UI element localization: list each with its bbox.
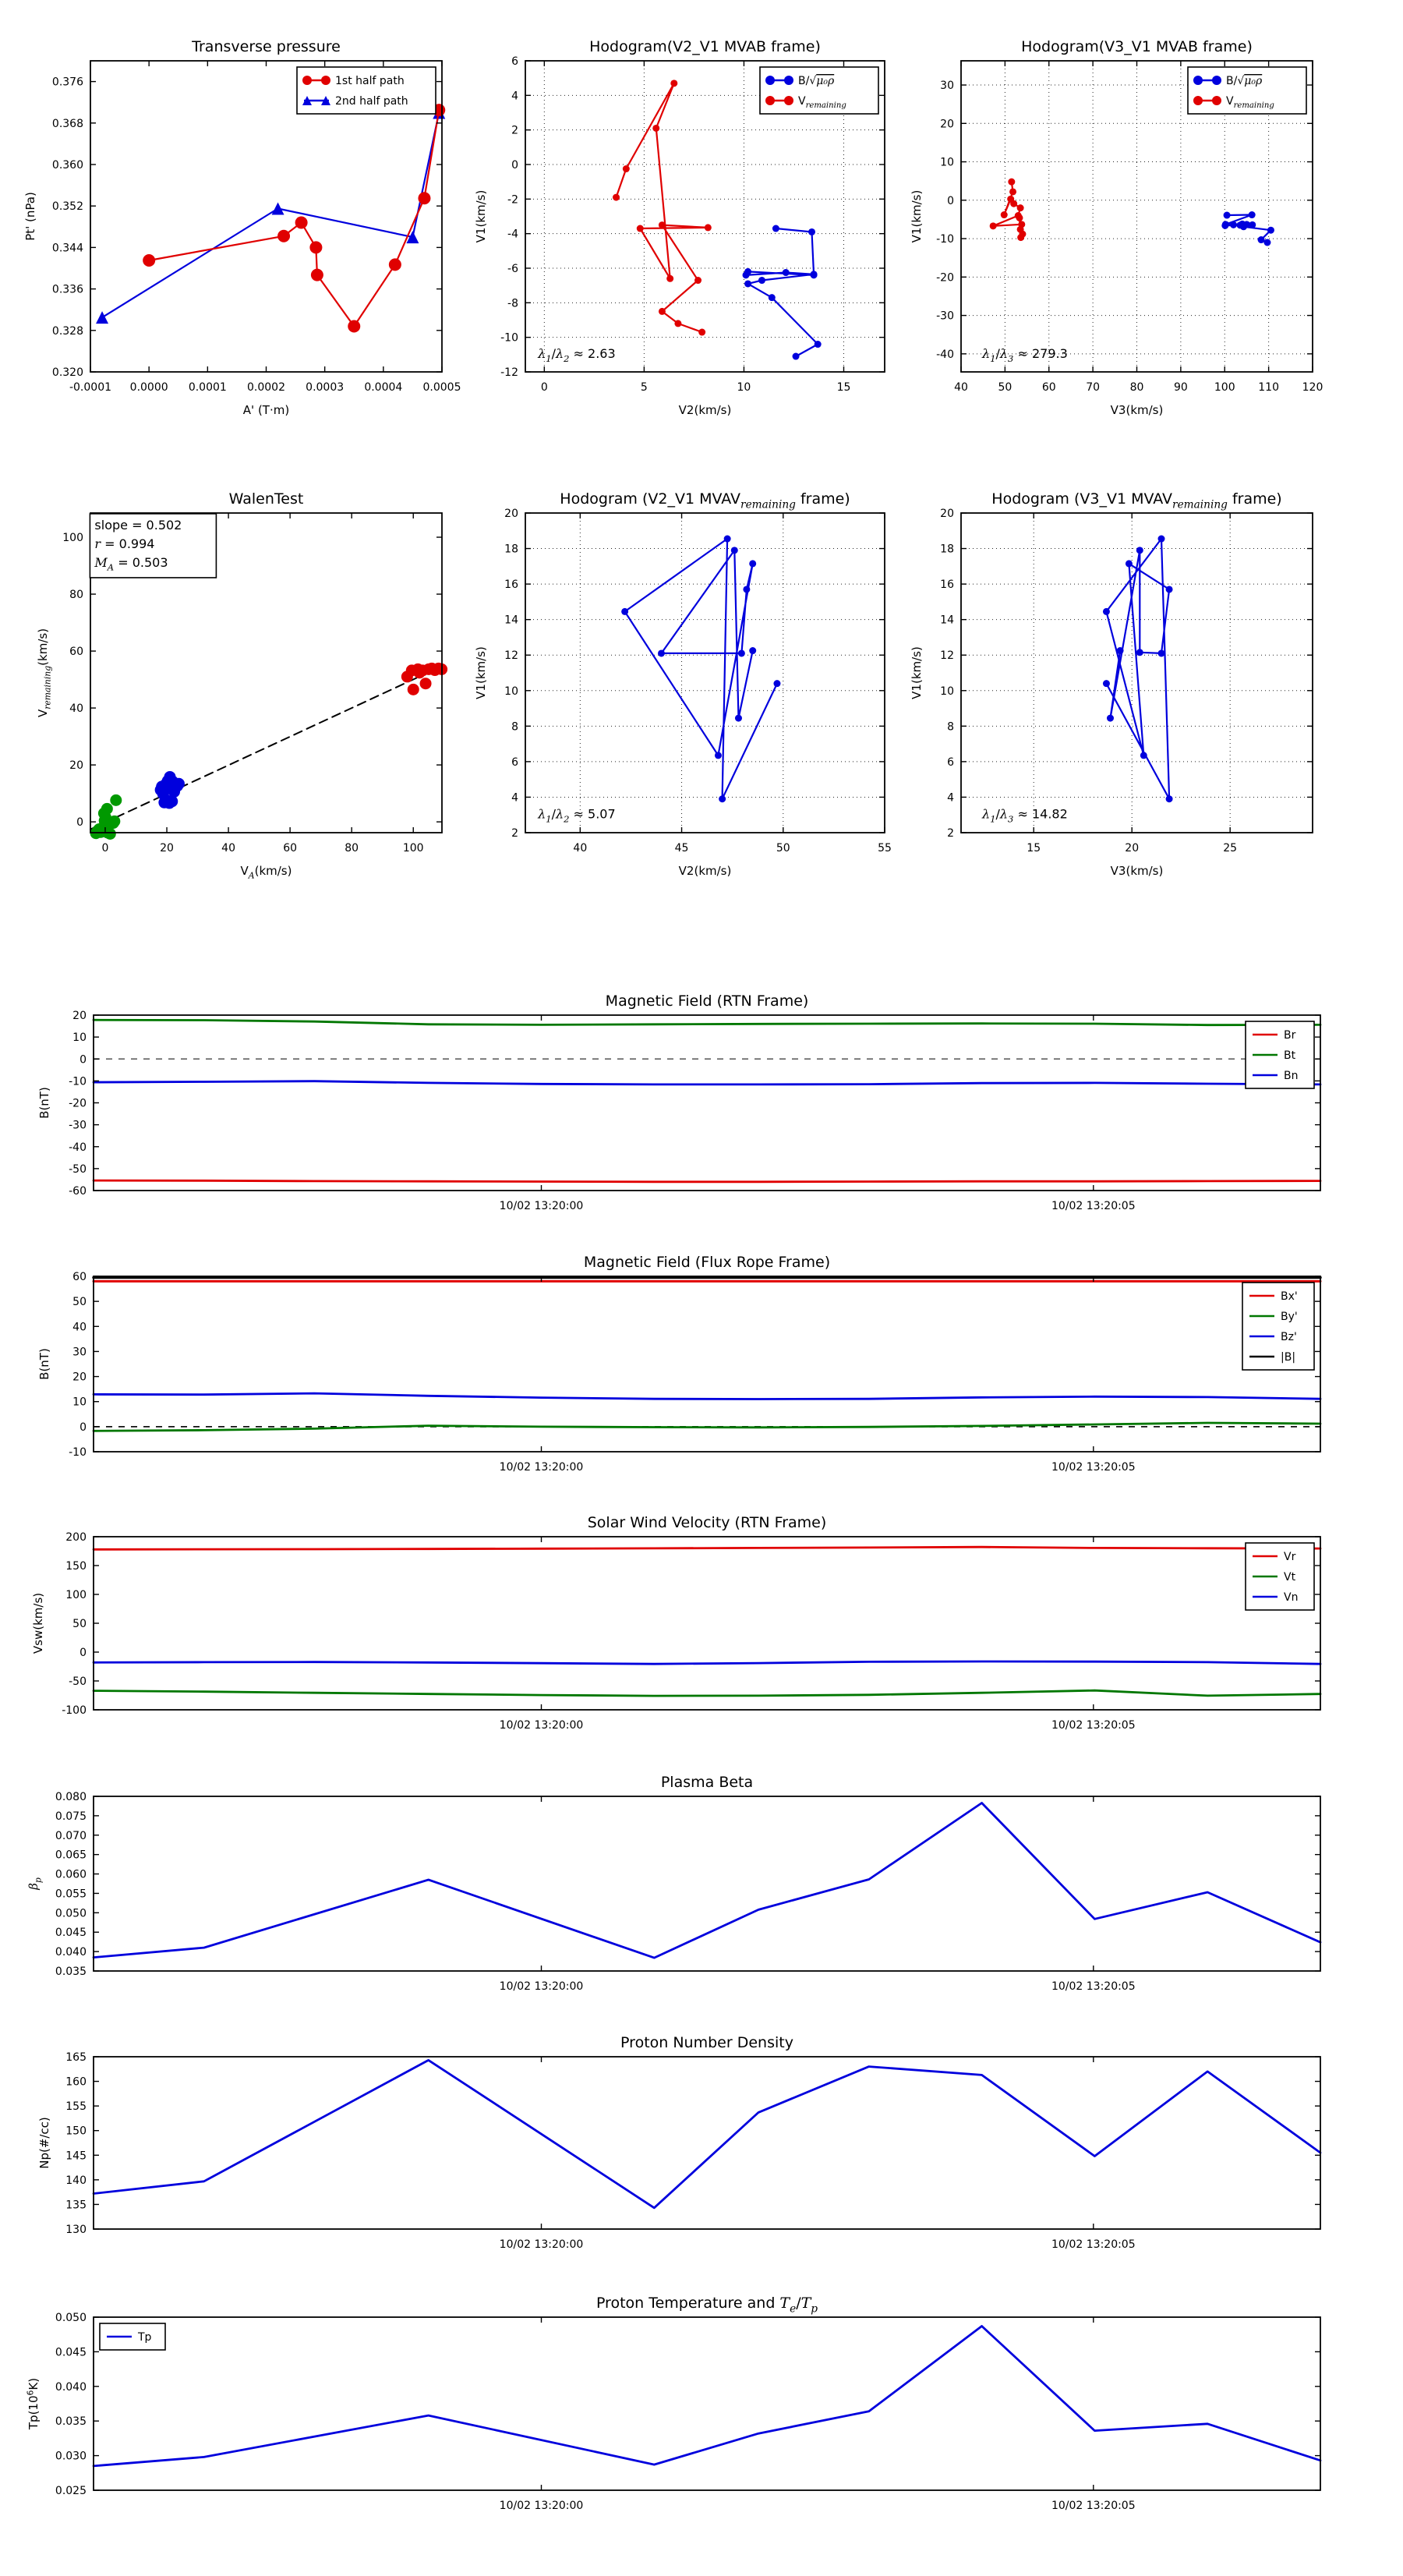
- walen-test-plot-xtick: 100: [402, 842, 424, 855]
- magnetic-field-rtn-plot-ytick: 0: [80, 1053, 87, 1067]
- hodogram-v2v1-mvab-plot-xlabel: V2(km/s): [678, 403, 732, 417]
- transverse-pressure-plot-ytick: 0.328: [51, 324, 83, 338]
- hodogram-v3v1-mvab-plot-ytick: -20: [936, 271, 954, 285]
- magnetic-field-rtn-plot-ytick: 10: [72, 1031, 87, 1045]
- magnetic-field-flux-rope-plot-legend-label: By': [1281, 1311, 1298, 1323]
- hodogram-v2v1-mvav-plot-ytick: 18: [504, 543, 518, 556]
- proton-temperature-plot-ytick: 0.030: [55, 2450, 87, 2463]
- proton-temperature-plot-ytick: 0.035: [55, 2415, 87, 2429]
- plasma-beta-plot-ytick: 0.045: [55, 1927, 87, 1940]
- transverse-pressure-plot: [23, 38, 461, 417]
- plasma-beta-plot-ytick: 0.065: [55, 1849, 87, 1862]
- hodogram-v2v1-mvav-plot-title: Hodogram (V2_V1 $MVAV_{remaining}$ frame): [560, 490, 850, 511]
- hodogram-v2v1-mvab-plot-ytick: -4: [507, 228, 518, 241]
- transverse-pressure-plot-xtick: 0.0000: [129, 381, 168, 394]
- magnetic-field-rtn-plot-series-Br: [94, 1180, 1320, 1182]
- magnetic-field-rtn-plot-ytick: -50: [69, 1162, 87, 1176]
- hodogram-v2v1-mvab-plot-ytick: 2: [511, 124, 518, 137]
- hodogram-v2v1-mvab-plot-xtick: 15: [836, 381, 851, 394]
- proton-number-density-plot-ytick: 160: [65, 2075, 87, 2089]
- transverse-pressure-plot-ytick: 0.360: [51, 159, 83, 172]
- proton-temperature-plot-legend-label: Tp: [138, 2331, 152, 2344]
- magnetic-field-flux-rope-plot-ytick: 0: [80, 1421, 87, 1434]
- transverse-pressure-plot-legend-label: 2nd half path: [335, 95, 408, 108]
- transverse-pressure-plot-title: Transverse pressure: [192, 38, 341, 55]
- hodogram-v2v1-mvav-plot-xtick: 40: [573, 842, 588, 855]
- hodogram-v3v1-mvav-plot-ytick: 18: [940, 543, 954, 556]
- walen-test-plot-ytick: 80: [69, 589, 83, 602]
- solar-wind-velocity-plot: [31, 1514, 1320, 1732]
- hodogram-v2v1-mvav-plot: [474, 490, 892, 878]
- hodogram-v3v1-mvav-plot-xlabel: V3(km/s): [1110, 864, 1164, 878]
- hodogram-v2v1-mvab-plot-xtick: 10: [737, 381, 751, 394]
- plasma-beta-plot-ytick: 0.080: [55, 1791, 87, 1803]
- plasma-beta-plot-ytick: 0.060: [55, 1868, 87, 1881]
- hodogram-v3v1-mvav-plot-ytick: 12: [940, 649, 954, 663]
- transverse-pressure-plot-xlabel: A' (T·m): [242, 403, 290, 417]
- hodogram-v2v1-mvab-plot-legend-label: B/√μ₀ρ: [798, 75, 835, 87]
- hodogram-v3v1-mvab-plot-ylabel: V1(km/s): [910, 189, 924, 243]
- transverse-pressure-plot-series-1st half path: [149, 110, 439, 326]
- magnetic-field-rtn-plot-legend-label: Br: [1284, 1029, 1296, 1042]
- solar-wind-velocity-plot-ytick: 50: [72, 1618, 87, 1630]
- solar-wind-velocity-plot-ylabel: Vsw(km/s): [31, 1592, 45, 1654]
- solar-wind-velocity-plot-legend-label: Vt: [1284, 1571, 1296, 1583]
- hodogram-v3v1-mvab-plot-ytick: 30: [940, 80, 954, 93]
- proton-temperature-plot: [25, 2295, 1320, 2512]
- magnetic-field-rtn-plot-series-Bn: [94, 1081, 1320, 1085]
- hodogram-v2v1-mvav-plot-ylabel: V1(km/s): [474, 646, 488, 699]
- hodogram-v3v1-mvav-plot-ytick: 4: [947, 791, 954, 805]
- solar-wind-velocity-plot-series-Vr: [94, 1547, 1320, 1549]
- hodogram-v3v1-mvav-plot: [910, 490, 1313, 878]
- walen-test-plot-xtick: 20: [160, 842, 174, 855]
- solar-wind-velocity-plot-ytick: 0: [80, 1647, 87, 1659]
- solar-wind-velocity-plot-legend-label: Vr: [1284, 1551, 1296, 1563]
- solar-wind-velocity-plot-ytick: 100: [65, 1589, 87, 1601]
- hodogram-v3v1-mvab-plot-title: Hodogram(V3_V1 MVAB frame): [1021, 38, 1253, 55]
- hodogram-v3v1-mvab-plot-legend-label: $V_{remaining}$: [1226, 95, 1274, 111]
- transverse-pressure-plot-xtick: -0.0001: [69, 381, 112, 394]
- magnetic-field-rtn-plot-ytick: -60: [69, 1185, 87, 1198]
- plasma-beta-plot-series-beta_p: [94, 1803, 1320, 1959]
- walen-test-plot-xlabel: $V_A(km/s)$: [240, 864, 292, 881]
- hodogram-v2v1-mvab-plot-ytick: -6: [507, 263, 518, 275]
- proton-temperature-plot-ytick: 0.045: [55, 2346, 87, 2359]
- hodogram-v3v1-mvab-plot-xtick: 90: [1173, 381, 1188, 394]
- hodogram-v3v1-mvab-plot-xtick: 80: [1129, 381, 1144, 394]
- transverse-pressure-plot-ytick: 0.352: [51, 200, 83, 214]
- proton-number-density-plot-ytick: 135: [65, 2199, 87, 2212]
- solar-wind-velocity-plot-title: Solar Wind Velocity (RTN Frame): [587, 1514, 827, 1531]
- proton-number-density-plot: [37, 2034, 1320, 2251]
- proton-number-density-plot-ylabel: Np(#/cc): [37, 2117, 51, 2169]
- magnetic-field-rtn-plot-title: Magnetic Field (RTN Frame): [605, 993, 809, 1010]
- solar-wind-velocity-plot-xtick: 10/02 13:20:05: [1051, 1719, 1136, 1732]
- hodogram-v2v1-mvab-plot-xtick: 5: [640, 381, 648, 394]
- hodogram-v2v1-mvav-plot-ytick: 8: [511, 720, 518, 734]
- hodogram-v3v1-mvav-plot-ytick: 20: [940, 508, 954, 520]
- hodogram-v2v1-mvab-plot-ytick: 6: [511, 55, 518, 68]
- magnetic-field-flux-rope-plot-xtick: 10/02 13:20:05: [1051, 1461, 1136, 1474]
- hodogram-v3v1-mvav-plot-ytick: 2: [947, 827, 954, 840]
- transverse-pressure-plot-xtick: 0.0002: [247, 381, 285, 394]
- hodogram-v3v1-mvav-plot-ylabel: V1(km/s): [910, 646, 924, 699]
- proton-temperature-plot-xtick: 10/02 13:20:05: [1051, 2500, 1136, 2512]
- hodogram-v2v1-mvab-plot-ytick: -12: [500, 366, 518, 379]
- hodogram-v2v1-mvav-plot-ytick: 12: [504, 649, 518, 663]
- proton-number-density-plot-ytick: 150: [65, 2125, 87, 2138]
- hodogram-v3v1-mvab-plot-ytick: 20: [940, 118, 954, 131]
- magnetic-field-flux-rope-plot-ytick: 10: [72, 1396, 87, 1409]
- magnetic-field-flux-rope-plot-ytick: 60: [72, 1271, 87, 1283]
- solar-wind-velocity-plot-ytick: -100: [62, 1704, 87, 1717]
- plasma-beta-plot-ytick: 0.035: [55, 1966, 87, 1978]
- transverse-pressure-plot-ytick: 0.376: [51, 76, 83, 89]
- magnetic-field-rtn-plot-xtick: 10/02 13:20:05: [1051, 1200, 1136, 1212]
- hodogram-v3v1-mvab-plot-ytick: -30: [936, 310, 954, 323]
- proton-number-density-plot-ytick: 130: [65, 2224, 87, 2236]
- hodogram-v3v1-mvav-plot-xtick: 25: [1223, 842, 1238, 855]
- walen-test-plot-ytick: 60: [69, 646, 83, 659]
- hodogram-v2v1-mvav-plot-ytick: 6: [511, 755, 518, 769]
- hodogram-v2v1-mvav-plot-xtick: 45: [674, 842, 689, 855]
- plasma-beta-plot-ytick: 0.075: [55, 1810, 87, 1823]
- magnetic-field-flux-rope-plot-series-Bz': [94, 1393, 1320, 1399]
- proton-number-density-plot-xtick: 10/02 13:20:00: [499, 2238, 584, 2251]
- hodogram-v3v1-mvab-plot-xtick: 70: [1086, 381, 1101, 394]
- hodogram-v3v1-mvav-plot-title: Hodogram (V3_V1 $MVAV_{remaining}$ frame): [991, 490, 1282, 511]
- hodogram-v2v1-mvav-plot-series-V2_V1 path: [625, 539, 777, 799]
- solar-wind-velocity-plot-ytick: 150: [65, 1560, 87, 1573]
- plasma-beta-plot-title: Plasma Beta: [660, 1774, 754, 1791]
- hodogram-v2v1-mvab-plot-ytick: -2: [507, 193, 518, 207]
- transverse-pressure-plot-xtick: 0.0003: [306, 381, 345, 394]
- hodogram-v3v1-mvav-plot-ytick: 10: [940, 685, 954, 698]
- hodogram-v3v1-mvav-plot-ytick: 8: [947, 720, 954, 734]
- walen-test-plot-ytick: 20: [69, 759, 83, 773]
- walen-test-plot-xtick: 0: [101, 842, 109, 855]
- plasma-beta-plot-ytick: 0.040: [55, 1946, 87, 1959]
- hodogram-v2v1-mvav-plot-ytick: 10: [504, 685, 518, 698]
- hodogram-v3v1-mvav-plot-xtick: 15: [1027, 842, 1041, 855]
- hodogram-v3v1-mvav-plot-ytick: 14: [940, 614, 954, 627]
- hodogram-v3v1-mvav-plot-xtick: 20: [1125, 842, 1140, 855]
- walen-test-plot-annotation: r = 0.994: [94, 536, 155, 551]
- transverse-pressure-plot-xtick: 0.0001: [188, 381, 227, 394]
- magnetic-field-flux-rope-plot-ytick: 20: [72, 1371, 87, 1384]
- magnetic-field-rtn-plot-ytick: -30: [69, 1119, 87, 1132]
- magnetic-field-rtn-plot-xtick: 10/02 13:20:00: [499, 1200, 584, 1212]
- walen-test-plot-ylabel: $V_{remaining}(km/s)$: [36, 628, 53, 718]
- proton-number-density-plot-title: Proton Number Density: [620, 2034, 793, 2051]
- magnetic-field-flux-rope-plot-ytick: 50: [72, 1296, 87, 1309]
- walen-test-plot-xtick: 60: [283, 842, 298, 855]
- transverse-pressure-plot-xtick: 0.0004: [364, 381, 403, 394]
- transverse-pressure-plot-ytick: 0.344: [51, 242, 83, 255]
- magnetic-field-flux-rope-plot-ylabel: B(nT): [37, 1348, 51, 1380]
- magnetic-field-flux-rope-plot-ytick: 30: [72, 1346, 87, 1359]
- solar-wind-velocity-plot-series-Vn: [94, 1661, 1320, 1664]
- hodogram-v3v1-mvab-plot: [910, 38, 1323, 417]
- walen-test-plot-xtick: 80: [345, 842, 359, 855]
- magnetic-field-flux-rope-plot-series-By': [94, 1423, 1320, 1431]
- hodogram-v2v1-mvab-plot-legend-label: $V_{remaining}$: [798, 95, 846, 111]
- magnetic-field-rtn-plot-ytick: 20: [72, 1010, 87, 1022]
- magnetic-field-rtn-plot-series-Bt: [94, 1020, 1320, 1025]
- hodogram-v3v1-mvab-plot-xtick: 50: [998, 381, 1012, 394]
- hodogram-v3v1-mvab-plot-legend-label: B/√μ₀ρ: [1226, 75, 1263, 87]
- proton-number-density-plot-ytick: 165: [65, 2051, 87, 2064]
- hodogram-v2v1-mvab-plot-ylabel: V1(km/s): [474, 189, 488, 243]
- transverse-pressure-plot-ylabel: Pt' (nPa): [23, 192, 37, 241]
- solar-wind-velocity-plot-ytick: -50: [69, 1675, 87, 1688]
- hodogram-v3v1-mvab-plot-xtick: 100: [1214, 381, 1235, 394]
- hodogram-v3v1-mvab-plot-xtick: 40: [954, 381, 968, 394]
- magnetic-field-rtn-plot-ytick: -40: [69, 1141, 87, 1154]
- walen-test-plot-series-fit: [90, 666, 442, 829]
- hodogram-v2v1-mvav-plot-xtick: 55: [878, 842, 892, 855]
- proton-temperature-plot-xtick: 10/02 13:20:00: [499, 2500, 584, 2512]
- hodogram-v3v1-mvab-plot-xtick: 60: [1041, 381, 1056, 394]
- proton-temperature-plot-ytick: 0.025: [55, 2485, 87, 2497]
- proton-number-density-plot-ytick: 140: [65, 2174, 87, 2187]
- hodogram-v2v1-mvab-plot-ytick: -8: [507, 297, 518, 310]
- transverse-pressure-plot-series-2nd half path: [102, 113, 439, 318]
- hodogram-v2v1-mvab-plot-xtick: 0: [540, 381, 548, 394]
- solar-wind-velocity-plot-legend-label: Vn: [1284, 1591, 1299, 1604]
- hodogram-v2v1-mvab-plot-series-B/sqrt(mu0 rho): [746, 228, 818, 356]
- hodogram-v3v1-mvav-plot-ytick: 16: [940, 579, 954, 592]
- hodogram-v2v1-mvab-plot-annotation: $\lambda_1/\lambda_2 \approx 2.63$: [538, 346, 616, 364]
- plasma-beta-plot-ytick: 0.055: [55, 1888, 87, 1901]
- hodogram-v2v1-mvav-plot-xtick: 50: [776, 842, 790, 855]
- walen-test-plot-ytick: 100: [62, 532, 83, 545]
- hodogram-v2v1-mvab-plot-series-V_remaining: [617, 83, 709, 332]
- plasma-beta-plot: [27, 1774, 1320, 1993]
- walen-test-plot-annotation: slope = 0.502: [94, 517, 182, 533]
- magnetic-field-flux-rope-plot-ytick: 40: [72, 1321, 87, 1334]
- proton-number-density-plot-series-Np: [94, 2060, 1320, 2207]
- plasma-beta-plot-xtick: 10/02 13:20:05: [1051, 1980, 1136, 1993]
- proton-number-density-plot-ytick: 145: [65, 2150, 87, 2163]
- magnetic-field-flux-rope-plot-legend-label: Bx': [1281, 1290, 1298, 1303]
- hodogram-v2v1-mvav-plot-ytick: 20: [504, 508, 518, 520]
- proton-number-density-plot-xtick: 10/02 13:20:05: [1051, 2238, 1136, 2251]
- hodogram-v2v1-mvab-plot-title: Hodogram(V2_V1 MVAB frame): [589, 38, 821, 55]
- hodogram-v2v1-mvab-plot: [474, 38, 885, 417]
- walen-test-plot-ytick: 0: [76, 816, 83, 830]
- magnetic-field-flux-rope-plot-title: Magnetic Field (Flux Rope Frame): [583, 1254, 831, 1271]
- hodogram-v3v1-mvab-plot-ytick: 10: [940, 156, 954, 169]
- plasma-beta-plot-xtick: 10/02 13:20:00: [499, 1980, 584, 1993]
- plasma-beta-plot-ytick: 0.070: [55, 1829, 87, 1842]
- hodogram-v3v1-mvab-plot-annotation: $\lambda_1/\lambda_3 \approx 279.3$: [982, 346, 1068, 364]
- hodogram-v3v1-mvav-plot-ytick: 6: [947, 755, 954, 769]
- proton-number-density-plot-ytick: 155: [65, 2100, 87, 2114]
- proton-temperature-plot-ylabel: $Tp(10^6K)$: [25, 2377, 41, 2430]
- magnetic-field-flux-rope-plot-legend-label: Bz': [1281, 1331, 1297, 1343]
- transverse-pressure-plot-ytick: 0.320: [51, 366, 83, 379]
- hodogram-v2v1-mvav-plot-xlabel: V2(km/s): [678, 864, 732, 878]
- hodogram-v3v1-mvab-plot-xlabel: V3(km/s): [1110, 403, 1164, 417]
- hodogram-v2v1-mvav-plot-annotation: $\lambda_1/\lambda_2 \approx 5.07$: [538, 806, 616, 825]
- transverse-pressure-plot-ytick: 0.336: [51, 283, 83, 296]
- hodogram-v3v1-mvab-plot-xtick: 110: [1258, 381, 1279, 394]
- walen-test-plot-annotation: $M_A = 0.503$: [94, 554, 168, 573]
- walen-test-plot: [36, 490, 447, 881]
- walen-test-plot-xtick: 40: [221, 842, 235, 855]
- hodogram-v2v1-mvav-plot-ytick: 4: [511, 791, 518, 805]
- proton-temperature-plot-ytick: 0.050: [55, 2312, 87, 2324]
- magnetic-field-rtn-plot-legend-label: Bn: [1284, 1070, 1299, 1082]
- hodogram-v2v1-mvav-plot-ytick: 2: [511, 827, 518, 840]
- hodogram-v3v1-mvav-plot-annotation: $\lambda_1/\lambda_3 \approx 14.82$: [982, 806, 1068, 825]
- proton-temperature-plot-title: Proton Temperature and $T_e/T_p$: [595, 2295, 818, 2316]
- walen-test-plot-ytick: 40: [69, 702, 83, 716]
- hodogram-v2v1-mvab-plot-ytick: 0: [511, 159, 518, 172]
- magnetic-field-rtn-plot: [37, 993, 1320, 1212]
- hodogram-v3v1-mvab-plot-ytick: 0: [947, 194, 954, 207]
- hodogram-v2v1-mvav-plot-ytick: 14: [504, 614, 518, 627]
- solar-wind-velocity-plot-xtick: 10/02 13:20:00: [499, 1719, 584, 1732]
- plasma-beta-plot-ytick: 0.050: [55, 1907, 87, 1920]
- hodogram-v3v1-mvab-plot-ytick: -40: [936, 348, 954, 361]
- walen-test-plot-title: WalenTest: [228, 490, 304, 508]
- plasma-beta-plot-ylabel: $\beta_p$: [27, 1877, 44, 1890]
- transverse-pressure-plot-legend-label: 1st half path: [335, 75, 405, 87]
- magnetic-field-rtn-plot-legend-label: Bt: [1284, 1049, 1296, 1062]
- hodogram-v2v1-mvab-plot-ytick: -10: [500, 331, 518, 345]
- magnetic-field-rtn-plot-ylabel: B(nT): [37, 1087, 51, 1119]
- magnetic-field-flux-rope-plot-legend-label: |B|: [1281, 1351, 1296, 1364]
- solar-wind-velocity-plot-ytick: 200: [65, 1531, 87, 1544]
- hodogram-v3v1-mvab-plot-xtick: 120: [1302, 381, 1323, 394]
- magnetic-field-flux-rope-plot-ytick: -10: [69, 1446, 87, 1459]
- hodogram-v2v1-mvab-plot-ytick: 4: [511, 90, 518, 103]
- magnetic-field-rtn-plot-ytick: -20: [69, 1097, 87, 1110]
- hodogram-v3v1-mvav-plot-series-V3_V1 path: [1106, 539, 1169, 799]
- solar-wind-velocity-plot-series-Vt: [94, 1690, 1320, 1696]
- hodogram-v3v1-mvab-plot-ytick: -10: [936, 233, 954, 246]
- transverse-pressure-plot-xtick: 0.0005: [422, 381, 461, 394]
- transverse-pressure-plot-ytick: 0.368: [51, 117, 83, 130]
- hodogram-v2v1-mvav-plot-ytick: 16: [504, 579, 518, 592]
- proton-temperature-plot-ytick: 0.040: [55, 2380, 87, 2394]
- magnetic-field-flux-rope-plot: [37, 1254, 1320, 1474]
- magnetic-field-rtn-plot-ytick: -10: [69, 1075, 87, 1088]
- proton-temperature-plot-series-Tp: [94, 2327, 1320, 2466]
- magnetic-field-flux-rope-plot-xtick: 10/02 13:20:00: [499, 1461, 584, 1474]
